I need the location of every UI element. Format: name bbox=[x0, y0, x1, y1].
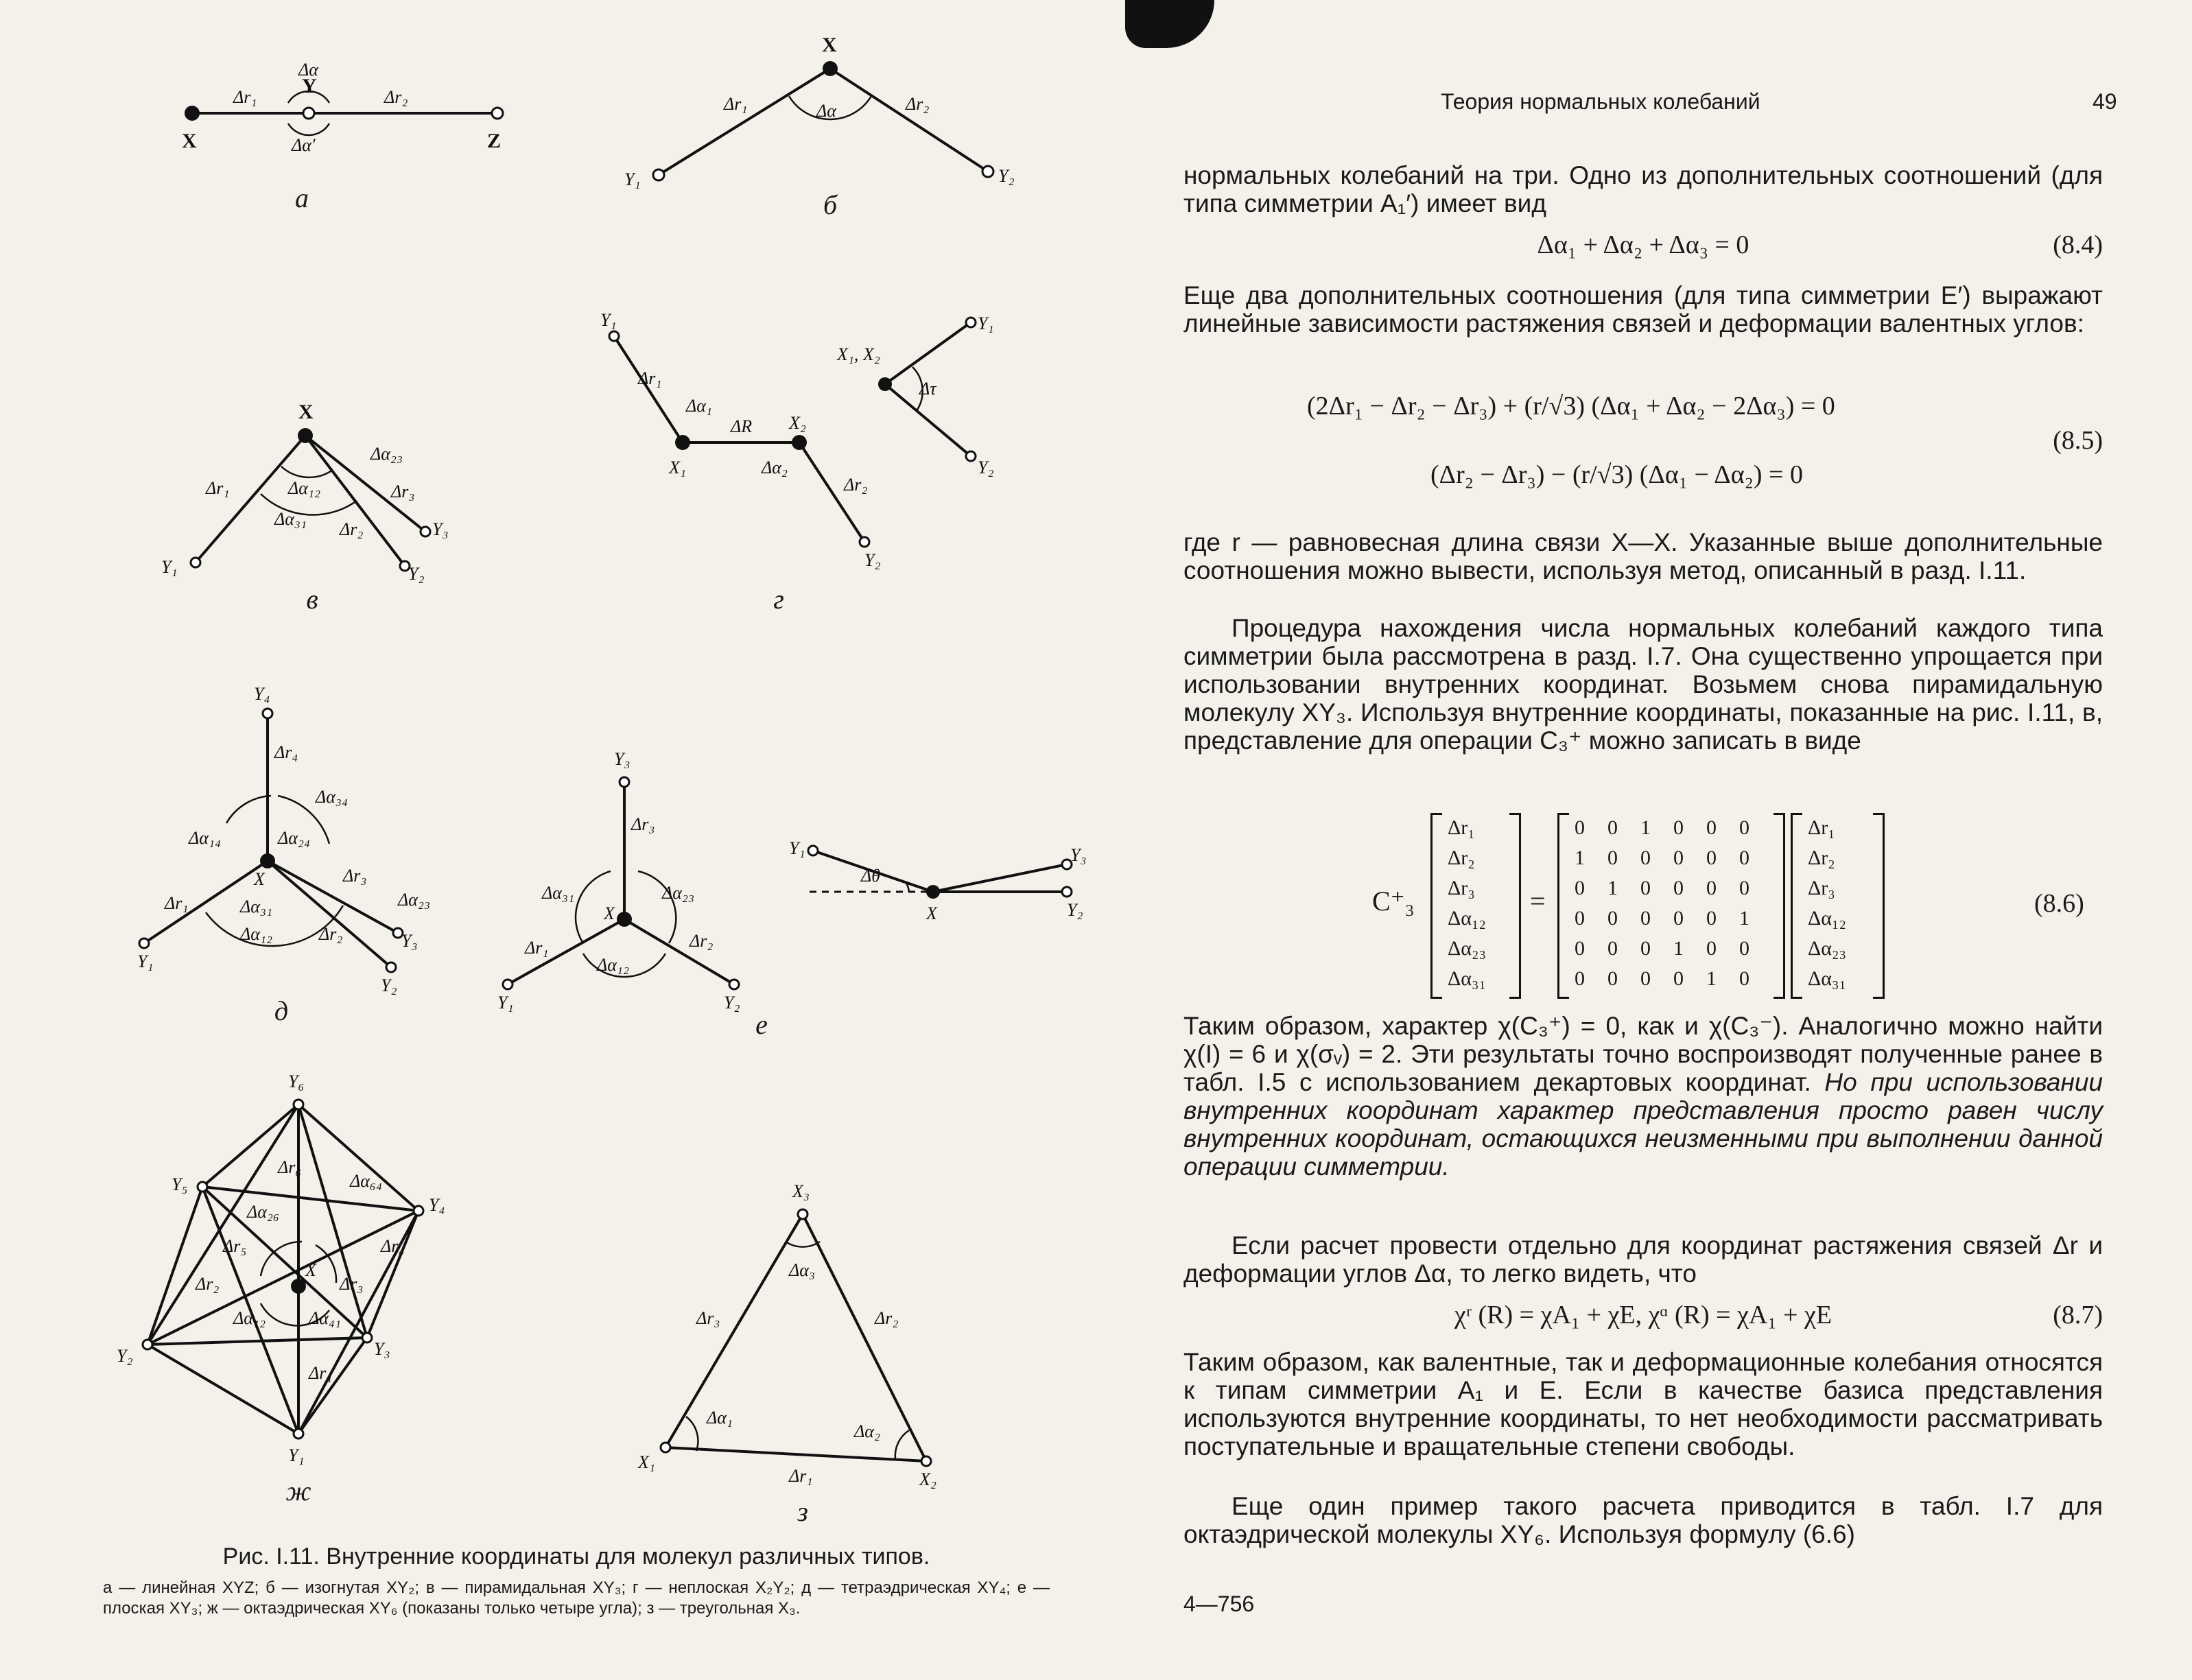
svg-text:Δr₆: Δr₆ bbox=[278, 1157, 302, 1177]
svg-text:Δr₂: Δr₂ bbox=[384, 87, 408, 107]
equation-8-5a bbox=[1183, 391, 2103, 425]
svg-text:Δr₅: Δr₅ bbox=[223, 1236, 247, 1256]
svg-text:Δα₁₂: Δα₁₂ bbox=[240, 924, 272, 944]
svg-text:Δr₄: Δr₄ bbox=[274, 742, 298, 762]
svg-text:X₁: X₁ bbox=[638, 1452, 655, 1472]
running-head: Теория нормальных колебаний bbox=[1441, 89, 1760, 114]
matrix-row: 1 0 0 0 0 0 bbox=[1575, 847, 1749, 869]
matrix-row: 0 0 0 0 1 0 bbox=[1575, 967, 1749, 990]
panel-a-diagram bbox=[165, 48, 549, 185]
svg-text:Δr₂: Δr₂ bbox=[906, 94, 930, 114]
panel-d-diagram bbox=[123, 684, 480, 995]
panel-v-diagram bbox=[158, 398, 487, 597]
paragraph-5-plain: Таким образом, характер χ(C₃⁺) = 0, как и χ(C₃⁻). Аналогично можно найти χ(I) = 6 и χ(σᵥ) = 2. Эти результаты точно воспроизводят полученные ранее в табл. I.5 с использованием декартовых координат. bbox=[1183, 1012, 2103, 1096]
equation-8-4-formula: Δα₁ + Δα₂ + Δα₃ = 0 bbox=[1537, 230, 1749, 259]
page-number: 49 bbox=[2093, 89, 2117, 114]
equation-8-7 bbox=[1183, 1300, 2103, 1334]
rhs-element: Δα₃₁ bbox=[1808, 967, 1846, 990]
panel-a-caption: а bbox=[295, 182, 309, 213]
rhs-element: Δr₂ bbox=[1808, 847, 1835, 869]
svg-text:Δr₃: Δr₃ bbox=[340, 1274, 364, 1294]
svg-text:Y₂: Y₂ bbox=[1067, 900, 1083, 920]
rhs-element: Δα₁₂ bbox=[1808, 907, 1846, 930]
svg-text:Δα: Δα bbox=[298, 60, 318, 80]
svg-text:Y₂: Y₂ bbox=[978, 458, 994, 477]
svg-text:Δα₂: Δα₂ bbox=[854, 1421, 880, 1441]
matrix-bracket-right bbox=[1773, 813, 1785, 999]
svg-text:Y₁: Y₁ bbox=[137, 951, 154, 971]
svg-text:Y₁: Y₁ bbox=[978, 313, 994, 333]
svg-text:Y₂: Y₂ bbox=[864, 550, 881, 570]
panel-v-caption: в bbox=[306, 584, 318, 615]
svg-text:Y₅: Y₅ bbox=[172, 1174, 188, 1194]
svg-text:Δr₁: Δr₁ bbox=[206, 478, 230, 498]
svg-text:Δr₂: Δr₂ bbox=[690, 931, 714, 951]
lhs-element: Δα₁₂ bbox=[1448, 907, 1486, 930]
paragraph-8 bbox=[1183, 1492, 2103, 1548]
matrix-lhs-vector bbox=[1448, 813, 1486, 994]
svg-text:Δα₃₄: Δα₃₄ bbox=[316, 787, 348, 807]
svg-text:Δθ: Δθ bbox=[861, 866, 881, 886]
equation-8-4-number: (8.4) bbox=[2053, 230, 2103, 259]
svg-text:Δr₃: Δr₃ bbox=[343, 866, 367, 886]
svg-text:Y₁: Y₁ bbox=[789, 838, 805, 858]
svg-text:Y₃: Y₃ bbox=[432, 519, 449, 539]
equation-8-5a-formula: (2Δr₁ − Δr₂ − Δr₃) + (r/√3) (Δα₁ + Δα₂ − 2Δα₃) = 0 bbox=[1307, 392, 1835, 421]
lhs-element: Δr₂ bbox=[1448, 847, 1475, 869]
paragraph-5 bbox=[1183, 1012, 2103, 1181]
lhs-element: Δr₁ bbox=[1448, 816, 1475, 839]
svg-text:ΔR: ΔR bbox=[731, 416, 753, 436]
svg-text:Δα₂₃: Δα₂₃ bbox=[662, 883, 694, 903]
svg-text:X: X bbox=[305, 1260, 316, 1280]
svg-text:X: X bbox=[822, 34, 837, 56]
svg-text:Δr₁: Δr₁ bbox=[789, 1466, 813, 1486]
printer-signature: 4—756 bbox=[1183, 1592, 1255, 1616]
figure-title: Рис. I.11. Внутренние координаты для молекул различных типов. bbox=[222, 1543, 930, 1570]
svg-text:Y: Y bbox=[302, 75, 317, 97]
panel-e-caption: е bbox=[755, 1009, 768, 1040]
svg-text:Δr₁: Δr₁ bbox=[638, 368, 662, 388]
paragraph-5-text bbox=[1183, 1012, 2103, 1181]
equation-8-7-number: (8.7) bbox=[2053, 1301, 2103, 1329]
svg-text:Δα₁: Δα₁ bbox=[686, 396, 712, 416]
svg-text:Δα′: Δα′ bbox=[292, 135, 316, 155]
svg-text:Y₆: Y₆ bbox=[288, 1072, 305, 1091]
svg-text:Z: Z bbox=[487, 130, 502, 152]
matrix-row: 0 0 0 0 0 1 bbox=[1575, 907, 1749, 930]
paragraph-3 bbox=[1183, 528, 2103, 584]
lhs-element: Δα₂₃ bbox=[1448, 937, 1486, 960]
svg-text:Δr₃: Δr₃ bbox=[631, 814, 655, 834]
panel-g-diagram bbox=[583, 309, 1050, 583]
svg-text:X: X bbox=[926, 903, 937, 923]
svg-text:Δr₂: Δr₂ bbox=[319, 924, 343, 944]
svg-text:X₃: X₃ bbox=[792, 1181, 810, 1201]
svg-text:Y₁: Y₁ bbox=[161, 557, 178, 577]
matrix-row: 0 0 0 1 0 0 bbox=[1575, 937, 1749, 960]
svg-text:Y₃: Y₃ bbox=[401, 931, 418, 951]
svg-text:Y₂: Y₂ bbox=[408, 564, 425, 584]
matrix-row: 0 1 0 0 0 0 bbox=[1575, 877, 1749, 899]
paragraph-6 bbox=[1183, 1231, 2103, 1288]
svg-text:Δr₁: Δr₁ bbox=[233, 87, 257, 107]
paragraph-6-text: Если расчет провести отдельно для координат растяжения связей Δr и деформации углов Δα, то легко видеть, что bbox=[1183, 1231, 2103, 1288]
panel-b-diagram bbox=[617, 27, 1043, 206]
svg-text:Δr₃: Δr₃ bbox=[391, 482, 415, 501]
svg-text:Y₄: Y₄ bbox=[429, 1195, 445, 1215]
equation-8-5b-formula: (Δr₂ − Δr₃) − (r/√3) (Δα₁ − Δα₂) = 0 bbox=[1430, 460, 1803, 489]
equals-sign: = bbox=[1530, 886, 1546, 916]
svg-text:Δα₃₁: Δα₃₁ bbox=[240, 897, 272, 916]
svg-text:Y₁: Y₁ bbox=[624, 169, 641, 189]
svg-text:Δr₁: Δr₁ bbox=[309, 1363, 333, 1383]
svg-text:Δτ: Δτ bbox=[919, 379, 936, 399]
svg-text:Δα₁₂: Δα₁₂ bbox=[597, 955, 629, 975]
paragraph-8-text: Еще один пример такого расчета приводится в табл. I.7 для октаэдрической молекулы XY₆. Используя формулу (6.6) bbox=[1183, 1492, 2103, 1548]
svg-text:Δr₂: Δr₂ bbox=[875, 1308, 899, 1328]
svg-text:Δα₁: Δα₁ bbox=[707, 1408, 733, 1428]
equation-8-7-formula: χʳ (R) = χA₁ + χE, χᵅ (R) = χA₁ + χE bbox=[1454, 1301, 1832, 1329]
svg-text:Y₂: Y₂ bbox=[998, 166, 1015, 186]
svg-text:Y₃: Y₃ bbox=[1070, 845, 1087, 865]
svg-text:X₂: X₂ bbox=[919, 1469, 936, 1489]
svg-text:Δα₃₁: Δα₃₁ bbox=[542, 883, 574, 903]
svg-text:Y₁: Y₁ bbox=[288, 1445, 305, 1465]
paragraph-1-text: нормальных колебаний на три. Одно из дополнительных соотношений (для типа симметрии A₁′) имеет вид bbox=[1183, 161, 2103, 217]
rhs-bracket-right bbox=[1873, 813, 1885, 999]
matrix-operator: C⁺₃ bbox=[1372, 886, 1415, 916]
panel-g-caption: г bbox=[773, 584, 784, 615]
matrix-rhs-vector bbox=[1808, 813, 1846, 994]
paragraph-3-text: где r — равновесная длина связи X—X. Указанные выше дополнительные соотношения можно вывести, используя метод, описанный в разд. I.11. bbox=[1183, 528, 2103, 584]
panel-e-diagram bbox=[480, 749, 1087, 1015]
panel-z-caption: з bbox=[797, 1496, 808, 1527]
equation-8-5b bbox=[1183, 460, 2103, 494]
lhs-bracket-left bbox=[1430, 813, 1442, 999]
svg-text:Δα₄₁: Δα₄₁ bbox=[309, 1308, 341, 1328]
equation-8-4 bbox=[1183, 230, 2103, 264]
svg-text:Δr₃: Δr₃ bbox=[696, 1308, 720, 1328]
svg-text:X₂: X₂ bbox=[789, 413, 806, 433]
paragraph-7 bbox=[1183, 1348, 2103, 1460]
paragraph-1 bbox=[1183, 161, 2103, 217]
svg-text:Δα: Δα bbox=[816, 101, 836, 121]
svg-text:Δα₃: Δα₃ bbox=[789, 1260, 815, 1280]
svg-text:Δr₄: Δr₄ bbox=[381, 1236, 405, 1256]
svg-text:X₁, X₂: X₁, X₂ bbox=[837, 344, 880, 364]
matrix-equation-8-6 bbox=[1372, 813, 2106, 998]
svg-text:X: X bbox=[298, 401, 314, 423]
rhs-element: Δα₂₃ bbox=[1808, 937, 1846, 960]
svg-text:Δα₂₃: Δα₂₃ bbox=[370, 444, 403, 464]
svg-text:Δα₁₂: Δα₁₂ bbox=[233, 1308, 266, 1328]
svg-text:Δr₁: Δr₁ bbox=[165, 893, 189, 913]
lhs-element: Δα₃₁ bbox=[1448, 967, 1486, 990]
figure-legend: а — линейная XYZ; б — изогнутая XY₂; в — пирамидальная XY₃; г — неплоская X₂Y₂; д — тетраэдрическая XY₄; е — плоская XY₃; ж — октаэдрическая XY₆ (показаны только четыре угла); з — треугольная X₃. bbox=[103, 1578, 1050, 1618]
svg-text:Δα₁₂: Δα₁₂ bbox=[288, 478, 320, 498]
panel-zh-caption: ж bbox=[285, 1476, 311, 1506]
paragraph-2-text: Еще два дополнительных соотношения (для типа симметрии E′) выражают линейные зависимости растяжения связей и деформации валентных углов: bbox=[1183, 281, 2103, 338]
equation-8-5-number: (8.5) bbox=[2053, 426, 2103, 455]
svg-text:Δα₂₆: Δα₂₆ bbox=[247, 1202, 279, 1222]
paragraph-4-text: Процедура нахождения числа нормальных колебаний каждого типа симметрии была рассмотрена в разд. I.7. Она существенно упрощается при использовании внутренних координат. Возьмем снова пирамидальную молекулу XY₃. Используя внутренние координаты, показанные на рис. I.11, в, представление для операции C₃⁺ можно записать в виде bbox=[1183, 614, 2103, 755]
svg-text:Y₄: Y₄ bbox=[254, 684, 270, 704]
matrix-bracket-left bbox=[1557, 813, 1569, 999]
panel-z-diagram bbox=[631, 1180, 974, 1489]
svg-text:Δα₃₁: Δα₃₁ bbox=[274, 509, 307, 529]
svg-text:Δr₁: Δr₁ bbox=[724, 94, 748, 114]
lhs-bracket-right bbox=[1509, 813, 1521, 999]
paragraph-7-text: Таким образом, как валентные, так и деформационные колебания относятся к типам симметрии A₁ и E. Если в качестве базиса представления используются внутренние координаты, то нет необходимости рассматривать поступательные и вращательные степени свободы. bbox=[1183, 1348, 2103, 1460]
rhs-element: Δr₃ bbox=[1808, 877, 1835, 899]
svg-text:X: X bbox=[182, 130, 197, 152]
matrix-body bbox=[1575, 813, 1772, 994]
ink-blot bbox=[1125, 0, 1214, 48]
svg-text:Y₂: Y₂ bbox=[381, 975, 397, 995]
panel-zh-diagram bbox=[103, 1070, 528, 1468]
svg-text:Δr₂: Δr₂ bbox=[844, 475, 868, 495]
equation-8-6-number: (8.6) bbox=[2034, 889, 2084, 918]
paragraph-2 bbox=[1183, 281, 2103, 338]
svg-text:Y₃: Y₃ bbox=[614, 749, 631, 769]
svg-text:Δα₂₄: Δα₂₄ bbox=[278, 828, 310, 848]
svg-text:Y₃: Y₃ bbox=[374, 1339, 390, 1359]
panel-b-caption: б bbox=[823, 189, 838, 220]
rhs-element: Δr₁ bbox=[1808, 816, 1835, 839]
svg-text:X: X bbox=[604, 903, 615, 923]
svg-text:Δα₁₄: Δα₁₄ bbox=[189, 828, 221, 848]
matrix-row: 0 0 1 0 0 0 bbox=[1575, 816, 1749, 839]
svg-text:Δr₂: Δr₂ bbox=[196, 1274, 220, 1294]
panel-d-caption: д bbox=[274, 995, 289, 1026]
paragraph-5-italic: Но при использовании внутренних координат характер представления просто равен числу внутренних координат, остающихся неизменными при выполнении данной операции симметрии. bbox=[1183, 1068, 2103, 1181]
svg-text:Y₂: Y₂ bbox=[117, 1346, 133, 1366]
svg-text:X₁: X₁ bbox=[669, 458, 686, 477]
svg-text:Δr₁: Δr₁ bbox=[525, 938, 549, 958]
lhs-element: Δr₃ bbox=[1448, 877, 1475, 899]
svg-text:Y₂: Y₂ bbox=[724, 993, 740, 1013]
svg-text:X: X bbox=[254, 869, 265, 889]
svg-text:Y₁: Y₁ bbox=[497, 993, 514, 1013]
equation-8-5-number-row bbox=[1183, 425, 2103, 460]
svg-text:Δr₂: Δr₂ bbox=[340, 519, 364, 539]
svg-text:Y₁: Y₁ bbox=[600, 310, 617, 330]
paragraph-4 bbox=[1183, 614, 2103, 755]
rhs-bracket-left bbox=[1791, 813, 1802, 999]
svg-text:Δα₂: Δα₂ bbox=[762, 458, 788, 477]
svg-text:Δα₂₃: Δα₂₃ bbox=[398, 890, 430, 910]
svg-text:Δα₆₄: Δα₆₄ bbox=[350, 1171, 382, 1191]
